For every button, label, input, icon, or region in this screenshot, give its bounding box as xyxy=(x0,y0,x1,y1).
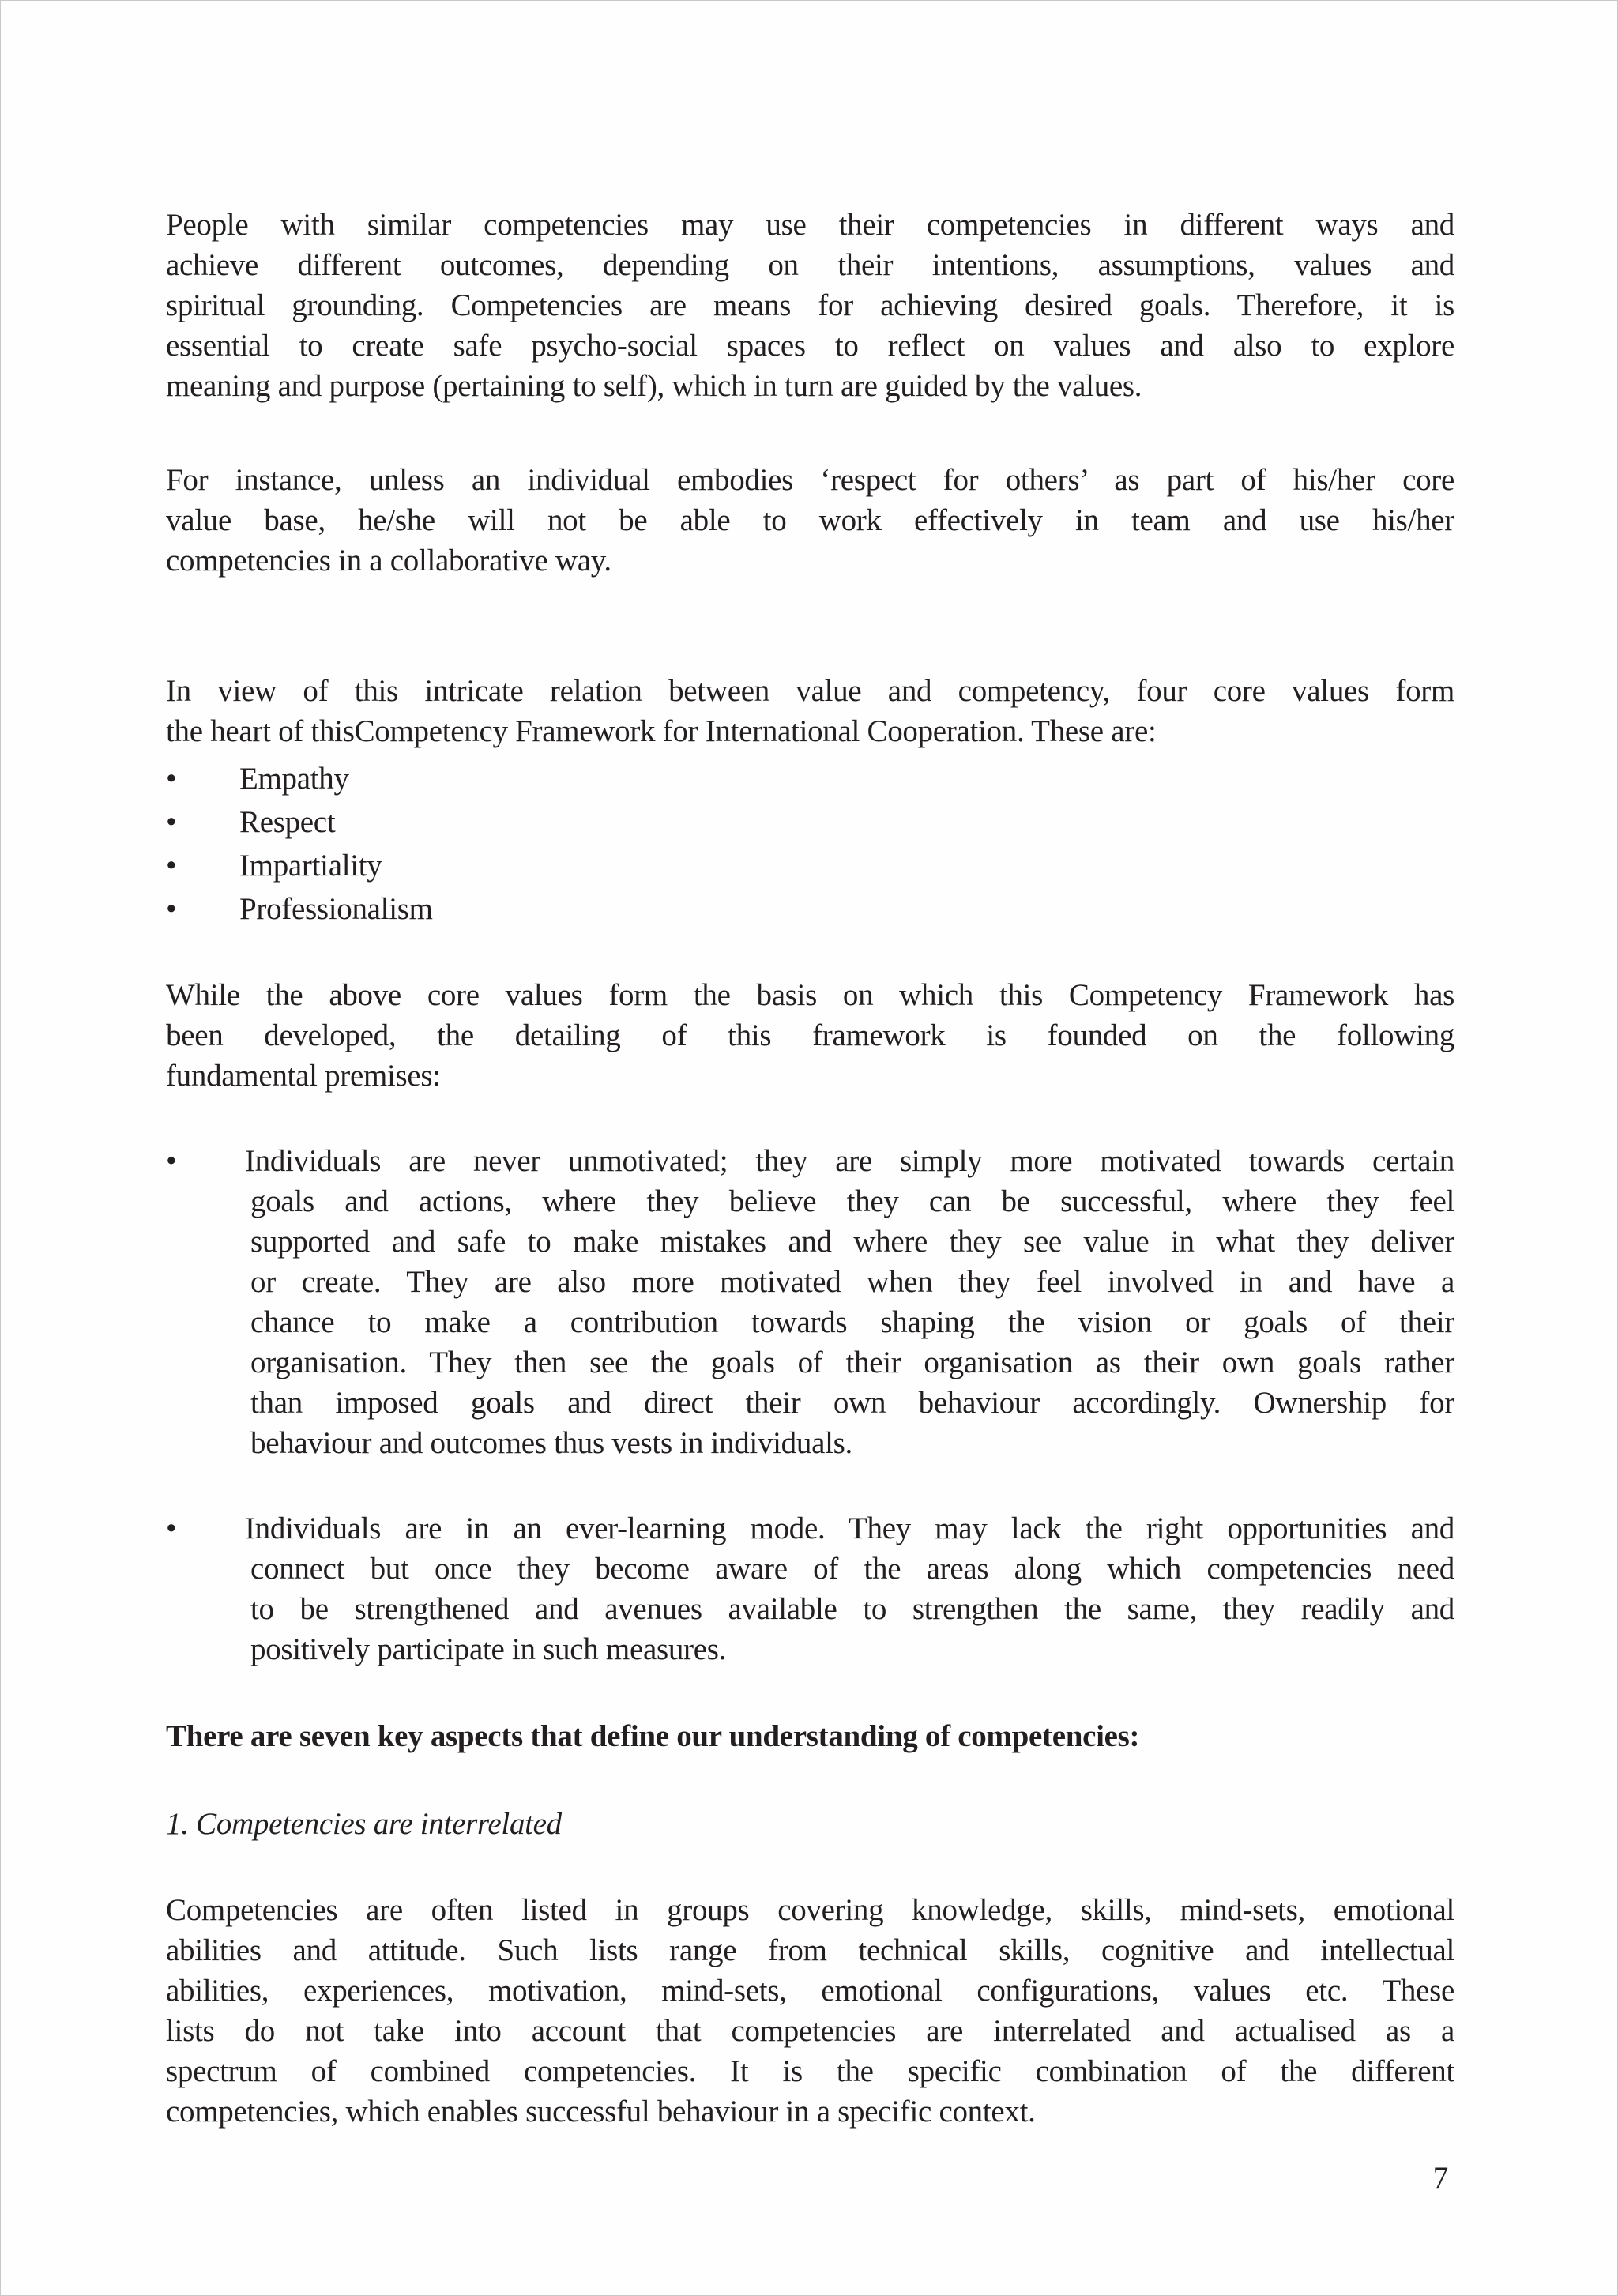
text-line: For instance, unless an individual embodies ‘respect for others’ as part of his/her core xyxy=(166,463,1454,497)
list-item xyxy=(166,802,640,845)
bullet: • xyxy=(166,849,177,883)
text-line: chance to make a contribution towards shaping the vision or goals of their xyxy=(250,1305,1454,1339)
text-line: positively participate in such measures. xyxy=(250,1632,727,1666)
text-line: value base, he/she will not be able to work effectively in team and use his/her xyxy=(166,503,1454,537)
text-line: been developed, the detailing of this framework is founded on the following xyxy=(166,1018,1454,1052)
text-line: lists do not take into account that competencies are interrelated and actualised as a xyxy=(166,2014,1454,2048)
text-line: While the above core values form the basis on which this Competency Framework has xyxy=(166,978,1454,1012)
text-line: spiritual grounding. Competencies are means for achieving desired goals. Therefore, it is xyxy=(166,288,1454,322)
section-heading: There are seven key aspects that define our understanding of competencies: xyxy=(166,1719,1140,1753)
paragraph-respect-example xyxy=(166,460,1454,581)
list-item-text: Impartiality xyxy=(239,849,382,883)
text-line: abilities, experiences, motivation, mind-sets, emotional configurations, values etc. These xyxy=(166,1974,1454,2008)
text-line: fundamental premises: xyxy=(166,1059,441,1093)
bullet: • xyxy=(166,1511,177,1545)
text-line: Individuals are in an ever-learning mode. They may lack the right opportunities and xyxy=(245,1511,1454,1545)
text-line: Individuals are never unmotivated; they are simply more motivated towards certain xyxy=(245,1144,1454,1178)
text-line: or create. They are also more motivated when they feel involved in and have a xyxy=(250,1265,1454,1299)
page-number: 7 xyxy=(1432,2161,1448,2195)
bullet: • xyxy=(166,805,177,839)
list-item xyxy=(166,845,640,889)
list-item xyxy=(166,889,640,932)
list-item-text: Respect xyxy=(239,805,336,839)
list-item xyxy=(166,758,640,802)
bullet: • xyxy=(166,1144,177,1178)
text-line: Competencies are often listed in groups covering knowledge, skills, mind-sets, emotional xyxy=(166,1893,1454,1927)
text-line: competencies, which enables successful behaviour in a specific context. xyxy=(166,2095,1036,2129)
text-line: competencies in a collaborative way. xyxy=(166,544,611,578)
text-line: In view of this intricate relation between value and competency, four core values form xyxy=(166,674,1454,708)
text-line: than imposed goals and direct their own behaviour accordingly. Ownership for xyxy=(250,1386,1454,1420)
paragraph-interrelated xyxy=(166,1890,1454,2132)
text-line: goals and actions, where they believe they can be successful, where they feel xyxy=(250,1184,1454,1218)
text-line: behaviour and outcomes thus vests in individuals. xyxy=(250,1426,852,1460)
text-line: essential to create safe psycho-social spaces to reflect on values and also to explore xyxy=(166,329,1454,363)
bullet: • xyxy=(166,762,177,796)
text-line: the heart of thisCompetency Framework for International Cooperation. These are: xyxy=(166,714,1157,748)
premise-text xyxy=(245,1508,1454,1669)
bullet: • xyxy=(166,892,177,926)
paragraph-core-values-intro xyxy=(166,671,1454,751)
text-line: abilities and attitude. Such lists range from technical skills, cognitive and intellectual xyxy=(166,1933,1454,1967)
paragraph-values-intro xyxy=(166,205,1454,406)
text-line: achieve different outcomes, depending on their intentions, assumptions, values and xyxy=(166,248,1454,282)
text-line: connect but once they become aware of the areas along which competencies need xyxy=(250,1552,1454,1586)
paragraph-premises-intro xyxy=(166,975,1454,1096)
text-line: spectrum of combined competencies. It is the specific combination of the different xyxy=(166,2054,1454,2088)
text-line: meaning and purpose (pertaining to self), which in turn are guided by the values. xyxy=(166,369,1142,403)
text-line: organisation. They then see the goals of their organisation as their own goals rather xyxy=(250,1346,1454,1379)
list-item-text: Empathy xyxy=(239,762,349,796)
subsection-heading: 1. Competencies are interrelated xyxy=(166,1807,562,1841)
text-line: People with similar competencies may use their competencies in different ways and xyxy=(166,208,1454,242)
list-item-text: Professionalism xyxy=(239,892,433,926)
text-line: to be strengthened and avenues available to strengthen the same, they readily and xyxy=(250,1592,1454,1626)
text-line: supported and safe to make mistakes and where they see value in what they deliver xyxy=(250,1225,1454,1259)
premise-text xyxy=(245,1141,1454,1463)
